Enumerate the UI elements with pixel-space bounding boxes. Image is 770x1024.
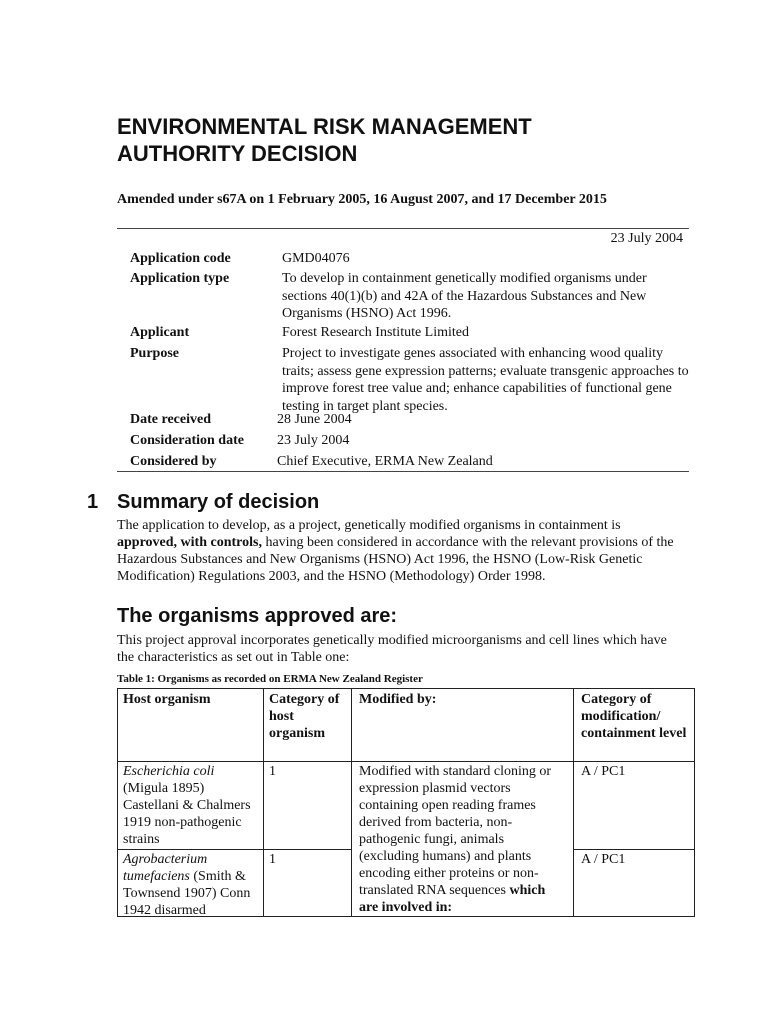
summary-text-start: The application to develop, as a project, genetically modified organisms in containment is: [117, 518, 621, 533]
divider-bottom: [117, 471, 689, 472]
modified-by-description: [359, 763, 567, 916]
organisms-heading: The organisms approved are:: [117, 605, 398, 627]
organisms-intro: This project approval incorporates genetically modified microorganisms and cell lines which have the characteristics as set out in Table one:: [117, 633, 667, 665]
modified-by-bold: which are involved in:: [359, 883, 546, 915]
divider-top: [117, 228, 689, 229]
table-border-col3: [351, 688, 352, 917]
host-authority-ecoli: (Migula 1895) Castellani & Chalmers 1919 non-pathogenic strains: [123, 781, 251, 847]
consideration-date-label: Consideration date: [130, 433, 244, 448]
host-species-agrobacterium: Agrobacterium tumefaciens: [123, 852, 208, 884]
containment-level-ecoli: A / PC1: [581, 764, 626, 779]
application-type-value: To develop in containment genetically modified organisms under sections 40(1)(b) and 42A of the Hazardous Substances and New Organisms (HSNO) Act 1996.: [282, 271, 647, 321]
summary-text-bold: approved, with controls,: [117, 535, 262, 550]
table-border-right: [694, 688, 695, 917]
title-line-2: AUTHORITY DECISION: [117, 141, 358, 166]
consideration-date-value: 23 July 2004: [277, 433, 350, 448]
host-authority-agrobacterium: (Smith & Townsend 1907) Conn 1942 disarmed: [123, 869, 251, 918]
date-received-label: Date received: [130, 412, 211, 427]
table-header-divider: [117, 761, 695, 762]
modified-by-text: Modified with standard cloning or expression plasmid vectors containing open reading frames derived from bacteria, non-pathogenic fungi, animals (excluding humans) and plants encoding either proteins or non-translated RNA sequences: [359, 764, 552, 898]
title-line-1: ENVIRONMENTAL RISK MANAGEMENT: [117, 114, 532, 139]
application-code-value: GMD04076: [282, 251, 350, 266]
header-host-organism: Host organism: [123, 692, 211, 707]
decision-date: 23 July 2004: [610, 231, 683, 246]
purpose-value: Project to investigate genes associated with enhancing wood quality traits; assess gene expression patterns; evaluate transgenic approaches to improve forest tree value and; enhance capabilities of functional gene testing in target plant species.: [282, 346, 689, 414]
table-row-divider-left: [117, 849, 351, 850]
summary-paragraph: [117, 517, 677, 585]
table-border-col4: [573, 688, 574, 917]
application-code-label: Application code: [130, 251, 231, 266]
section-title: Summary of decision: [117, 491, 320, 513]
date-received-value: 28 June 2004: [277, 412, 352, 427]
applicant-label: Applicant: [130, 325, 190, 340]
purpose-label: Purpose: [130, 346, 179, 361]
containment-level-agrobacterium: A / PC1: [581, 852, 626, 867]
table-border-left: [117, 688, 118, 917]
considered-by-value: Chief Executive, ERMA New Zealand: [277, 454, 493, 469]
summary-text-end: having been considered in accordance with the relevant provisions of the Hazardous Substances and New Organisms (HSNO) Act 1996, the HSNO (Low-Risk Genetic Modification) Regulations 2003, and the HSNO (Methodology) Order 1998.: [117, 535, 674, 584]
host-organism-agrobacterium: [123, 851, 259, 919]
host-organism-ecoli: [123, 763, 259, 848]
header-category-host: Category of host organism: [269, 692, 340, 741]
section-number: 1: [87, 491, 99, 513]
host-category-ecoli: 1: [269, 764, 276, 779]
document-title: [117, 113, 677, 167]
table-caption: Table 1: Organisms as recorded on ERMA New Zealand Register: [117, 673, 423, 685]
table-border-col2: [263, 688, 264, 917]
considered-by-label: Considered by: [130, 454, 217, 469]
header-category-modification: Category of modification/ containment level: [581, 692, 687, 741]
host-category-agrobacterium: 1: [269, 852, 276, 867]
header-modified-by: Modified by:: [359, 692, 437, 707]
table-border-top: [117, 688, 695, 689]
host-species-ecoli: Escherichia coli: [123, 764, 215, 779]
organisms-table: [117, 688, 695, 917]
table-row-divider-right: [573, 849, 695, 850]
amended-note: Amended under s67A on 1 February 2005, 16 August 2007, and 17 December 2015: [117, 192, 607, 207]
applicant-value: Forest Research Institute Limited: [282, 325, 470, 340]
application-type-label: Application type: [130, 271, 230, 286]
